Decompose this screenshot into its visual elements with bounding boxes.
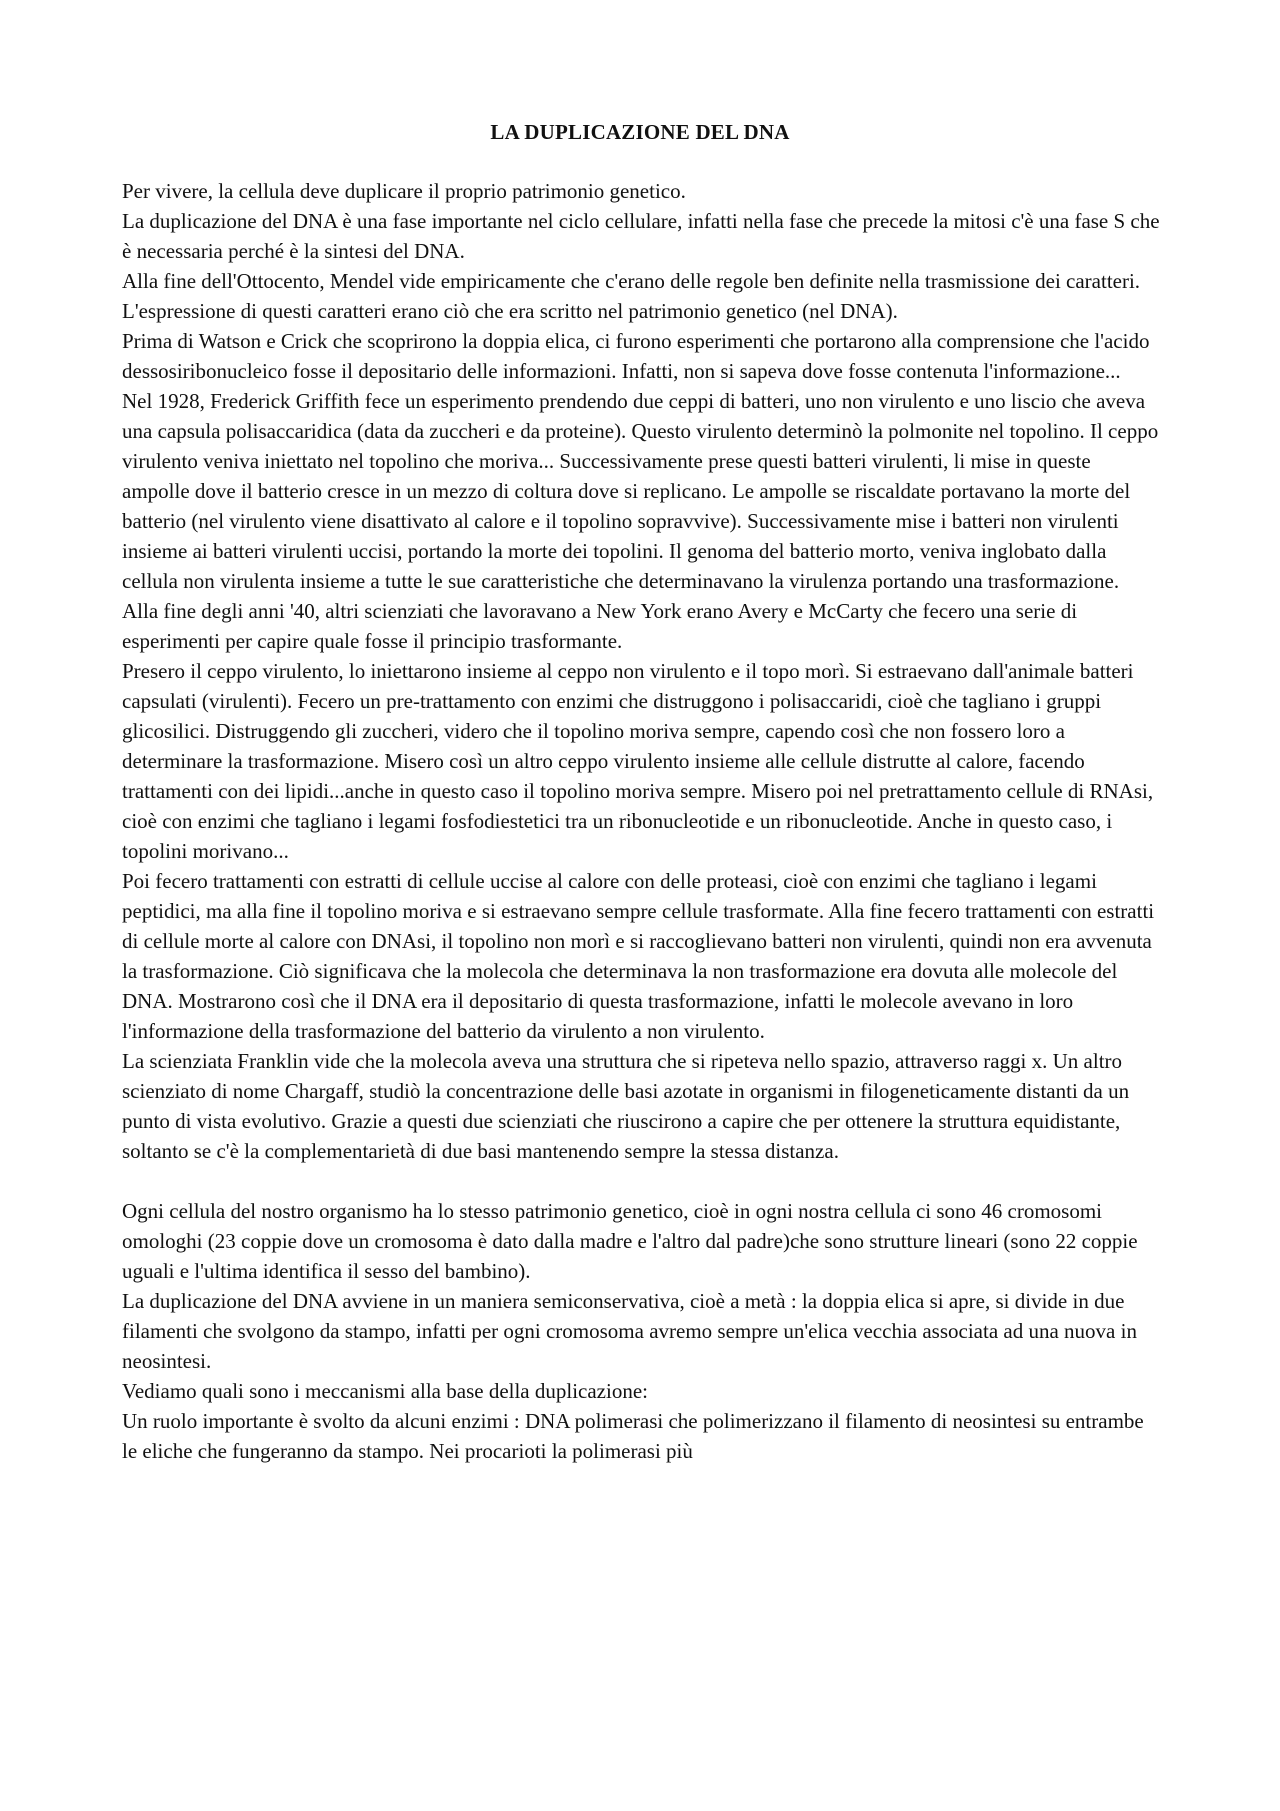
paragraph-spacer [122, 1166, 1162, 1196]
paragraph: Poi fecero trattamenti con estratti di cellule uccise al calore con delle proteasi, cioè con enzimi che tagliano i legami peptidici, ma alla fine il topolino moriva e si estraevano sempre cellule trasformate. Alla fine fecero trattamenti con estratti di cellule morte al calore con DNAsi, il topolino non morì e si raccoglievano batteri non virulenti, quindi non era avvenuta la trasformazione. Ciò significava che la molecola che determinava la non trasformazione era dovuta alle molecole del DNA. Mostrarono così che il DNA era il depositario di questa trasformazione, infatti le molecole avevano in loro l'informazione della trasformazione del batterio da virulento a non virulento. [122, 869, 1155, 1043]
paragraph: Nel 1928, Frederick Griffith fece un esperimento prendendo due ceppi di batteri, uno non virulento e uno liscio che aveva una capsula polisaccaridica (data da zuccheri e da proteine). Questo virulento determinò la polmonite nel topolino. Il ceppo virulento veniva iniettato nel topolino che moriva... Successivamente prese questi batteri virulenti, li mise in queste ampolle dove il batterio cresce in un mezzo di coltura dove si replicano. Le ampolle se riscaldate portavano la morte del batterio (nel virulento viene disattivato al calore e il topolino sopravvive). Successivamente mise i batteri non virulenti insieme ai batteri virulenti uccisi, portando la morte dei topolini. Il genoma del batterio morto, veniva inglobato dalla cellula non virulenta insieme a tutte le sue caratteristiche che determinavano la virulenza portando una trasformazione. [122, 389, 1159, 593]
paragraph: La duplicazione del DNA avviene in un maniera semiconservativa, cioè a metà : la doppia elica si apre, si divide in due filamenti che svolgono da stampo, infatti per ogni cromosoma avremo sempre un'elica vecchia associata ad una nuova in neosintesi. [122, 1289, 1137, 1373]
paragraph: Prima di Watson e Crick che scoprirono la doppia elica, ci furono esperimenti che portarono alla comprensione che l'acido dessosiribonucleico fosse il depositario delle informazioni. Infatti, non si sapeva dove fosse contenuta l'informazione... [122, 329, 1150, 383]
paragraph: Alla fine dell'Ottocento, Mendel vide empiricamente che c'erano delle regole ben definite nella trasmissione dei caratteri. L'espressione di questi caratteri erano ciò che era scritto nel patrimonio genetico (nel DNA). [122, 269, 1141, 323]
paragraph: Alla fine degli anni '40, altri scienziati che lavoravano a New York erano Avery e McCarty che fecero una serie di esperimenti per capire quale fosse il principio trasformante. [122, 599, 1078, 653]
paragraph: Per vivere, la cellula deve duplicare il proprio patrimonio genetico. [122, 179, 686, 203]
paragraph: Ogni cellula del nostro organismo ha lo stesso patrimonio genetico, cioè in ogni nostra cellula ci sono 46 cromosomi omologhi (23 coppie dove un cromosoma è dato dalla madre e l'altro dal padre)che sono strutture lineari (sono 22 coppie uguali e l'ultima identifica il sesso del bambino). [122, 1199, 1138, 1283]
document-body [122, 176, 1162, 1466]
document-title: LA DUPLICAZIONE DEL DNA [490, 120, 790, 144]
paragraph: La scienziata Franklin vide che la molecola aveva una struttura che si ripeteva nello spazio, attraverso raggi x. Un altro scienziato di nome Chargaff, studiò la concentrazione delle basi azotate in organismi in filogeneticamente distanti da un punto di vista evolutivo. Grazie a questi due scienziati che riuscirono a capire che per ottenere la struttura equidistante, soltanto se c'è la complementarietà di due basi mantenendo sempre la stessa distanza. [122, 1049, 1130, 1163]
paragraph: Un ruolo importante è svolto da alcuni enzimi : DNA polimerasi che polimerizzano il filamento di neosintesi su entrambe le eliche che fungeranno da stampo. Nei procarioti la polimerasi più [122, 1409, 1144, 1463]
paragraph: Presero il ceppo virulento, lo iniettarono insieme al ceppo non virulento e il topo morì. Si estraevano dall'animale batteri capsulati (virulenti). Fecero un pre-trattamento con enzimi che distruggono i polisaccaridi, cioè che tagliano i gruppi glicosilici. Distruggendo gli zuccheri, videro che il topolino moriva sempre, capendo così che non fossero loro a determinare la trasformazione. Misero così un altro ceppo virulento insieme alle cellule distrutte al calore, facendo trattamenti con dei lipidi...anche in questo caso il topolino moriva sempre. Misero poi nel pretrattamento cellule di RNAsi, cioè con enzimi che tagliano i legami fosfodiestetici tra un ribonucleotide e un ribonucleotide. Anche in questo caso, i topolini morivano... [122, 659, 1154, 863]
paragraph: Vediamo quali sono i meccanismi alla base della duplicazione: [122, 1379, 648, 1403]
paragraph: La duplicazione del DNA è una fase importante nel ciclo cellulare, infatti nella fase che precede la mitosi c'è una fase S che è necessaria perché è la sintesi del DNA. [122, 209, 1160, 263]
